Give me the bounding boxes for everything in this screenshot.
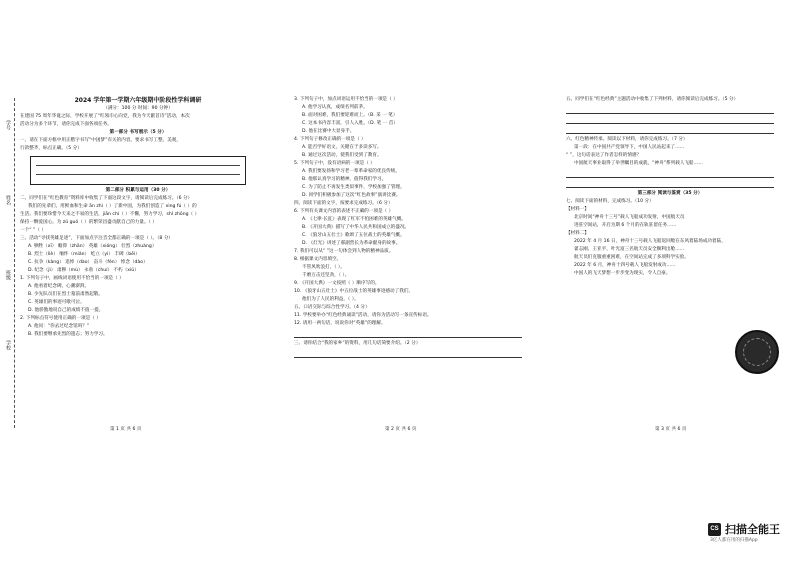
question-line: 10. 《狼牙山五壮士》中五位战士的英雄事迹感动了我们，	[294, 289, 414, 294]
option-line: D. 《灯光》讲述了郝副营长为革命献身的故事。	[302, 241, 401, 246]
passage-line: 北京时间“神舟十三号”载人飞船成功发射，中国航天员	[574, 215, 685, 220]
option-line: D. 他骄傲地说自己的成绩不值一提。	[28, 308, 104, 313]
passage-line: 2022 年 6 月，神舟十四号载人飞船发射成功……	[574, 263, 676, 268]
page-1-footer: 第 1 页 共 6 页	[110, 427, 142, 432]
question-line: 生活。我们要珍惜今天来之不易的生活，jiān chí（ ）不懈，努力学习，shǐ zhōng（ ）	[20, 212, 200, 217]
fill-line: 他们为了人民的利益，（ ）。	[302, 297, 359, 302]
camscanner-tagline: 3亿人都在用的扫描App	[710, 538, 758, 543]
question-line: 一、请在下面方框中用正楷字书写“中国梦”有关的内容，要求书写工整、美观，	[20, 138, 181, 143]
question-line: 保持一颗爱国心。为 zǔ guó（ ）的繁荣昌盛贡献自己的力量。（ ）	[20, 220, 157, 225]
passage-line: 2022 年 4 月 16 日，神舟十三号载人飞船返回舱在东风着陆场成功着陆，	[574, 239, 726, 244]
question-line: 9. 《开国大典》一文按照（ ）顺序写的。	[294, 281, 380, 286]
passage-line: 中国航天事业取得了举世瞩目的成就，“神舟”系列载人飞船……	[574, 161, 703, 166]
option-line: B. 通过这次活动，使我们受到了教育。	[302, 153, 382, 158]
answer-line[interactable]	[294, 330, 522, 338]
option-line: A. 能否学好语文，关键在于多读多写。	[302, 145, 382, 150]
option-line: B. 他那认真学习的精神，值得我们学习。	[302, 177, 387, 182]
mission-emblem-image	[735, 330, 779, 374]
binding-line	[14, 98, 15, 428]
question-line: 七、阅读下面的材料，完成练习。（10 分）	[566, 199, 654, 204]
question-line: 6. 下列有关课文内容的表述不正确的一项是（ ）	[294, 209, 394, 214]
answer-line[interactable]	[566, 126, 774, 134]
question-line: 我们的先辈们，用鲜血和生命 ān zhì（ ）了新中国，为我们创造了 xìng fú（ ）的	[28, 204, 197, 209]
question-line: 7. 我们可以从“ ”这一句体会到人物的精神品质。	[294, 249, 394, 254]
option-line: C. 《狼牙山五壮士》歌颂了五位战士的英雄气概。	[302, 233, 405, 238]
question-line: 11. 学校要举办“红色经典诵读”活动，请你为活动写一条宣传标语。	[294, 313, 432, 318]
question-line: 行款整齐，标点正确。（5 分）	[20, 146, 82, 151]
exam-page-1	[20, 96, 256, 422]
page-2-footer: 第 2 页 共 6 页	[385, 427, 417, 432]
answer-line[interactable]	[294, 350, 522, 358]
option-line: D. 他在比赛中大显身手。	[302, 129, 355, 134]
intro-line: 在建国 75 周年华诞之际，学校开展了“红领巾心向党，我为今天献首诗”活动，本次	[20, 114, 190, 119]
option-line: C. 抗争（kàng） 追悼（dào） 奋斗（fèn） 悼念（dào）	[28, 260, 148, 265]
passage-line: 航天员们克服重重困难，在空间站完成了多项科学实验。	[574, 255, 689, 260]
question-line: 一个“ ”（ ）	[20, 228, 47, 233]
binding-label-xuehao: 学号	[5, 120, 11, 130]
writing-box[interactable]	[30, 156, 246, 185]
exam-page-3	[566, 96, 774, 422]
option-line: A. 他学习认真，成绩名列前茅。	[302, 105, 368, 110]
option-line: B. 我们要继承先烈的遗志；努力学习。	[28, 332, 108, 337]
page-3-footer: 第 3 页 共 6 页	[655, 427, 687, 432]
question-line: 四、阅读下面的文字，按要求完成练习。（6 分）	[294, 201, 393, 206]
question-line: 五、口语交际与综合性学习。（4 分）	[294, 305, 370, 310]
intro-line: 活动分为多个环节，请你完成下面各项任务。	[20, 122, 112, 127]
exam-page-2	[294, 96, 522, 422]
fill-line: 不管风吹浪打，（ ）。	[302, 265, 345, 270]
material-label: 【材料一】	[566, 207, 589, 212]
material-label: 【材料二】	[566, 231, 589, 236]
question-line: 1. 下列句子中，画线词语使用不恰当的一项是（ ）	[20, 276, 124, 281]
question-line: 12. 请用一两句话，说说你对“英雄”的理解。	[294, 321, 386, 326]
question-line: 8. 根据课文内容填空。	[294, 257, 342, 262]
question-line: 三、请你结合“我的家乡”的资料，用几句话简要介绍。（2 分）	[294, 341, 421, 346]
exam-subtitle: （满分：100 分 时间：90 分钟）	[103, 106, 173, 111]
camscanner-app-name: 扫描全能王	[725, 524, 780, 536]
question-line: 二、同学们在“红色教育”资料库中收集了下面这段文字，请阅读后完成练习。（6 分）	[20, 196, 193, 201]
fill-line: 千磨万击还坚劲，（ ）。	[302, 273, 350, 278]
passage-line: 翟志刚、王亚平、叶光富三名航天员安全顺利出舱……	[574, 247, 685, 252]
question-line: 3. 下列句子中，加点词语运用不恰当的一项是（ ）	[294, 97, 398, 102]
question-line: “ ”，这句话表达了作者怎样的情感？	[566, 153, 642, 158]
option-line: A. 我们要发扬和学习老一辈革命家的优良传统。	[302, 169, 400, 174]
answer-line[interactable]	[566, 116, 774, 124]
question-line: 三、活动“寻找英雄足迹”，下面加点字注音全都正确的一项是（ ）。（8 分）	[20, 236, 174, 241]
binding-label-xuexiao: 学校	[5, 340, 11, 350]
binding-label-banji: 班级	[5, 270, 11, 280]
question-line: 五、同学们在“红色经典”主题活动中收集了下列材料，请你阅读后完成练习。（5 分）	[566, 97, 739, 102]
option-line: C. 为了防止不再发生类似事件，学校加强了管理。	[302, 185, 405, 190]
option-line: A. 牺牲（xī） 瞻仰（zhān） 英雄（xióng） 壮烈（zhuàng）	[28, 244, 157, 249]
option-line: B. 烈士（liè） 缅怀（miǎn） 屹立（yì） 丰碑（bēi）	[28, 252, 140, 257]
exam-title: 2024 学年第一学期六年级期中阶段性学科调研	[74, 97, 202, 104]
option-line: B. 《开国大典》描写了中华人民共和国成立的盛况。	[302, 225, 410, 230]
option-line: C. 这本书内容丰富，引人入胜。（D. 笔 一 首）	[302, 121, 398, 126]
question-line: 5. 下列句子中，没有语病的一项是（ ）	[294, 161, 375, 166]
section-heading: 第二部分 积累与运用（30 分）	[105, 188, 171, 193]
option-line: C. 英雄们的事迹可歌可泣。	[28, 300, 85, 305]
section-heading: 第一部分 书写展示（5 分）	[109, 130, 167, 135]
passage-line: 中国人的飞天梦想一步步变为现实，令人自豪。	[574, 271, 671, 276]
answer-line[interactable]	[566, 170, 774, 178]
camscanner-logo-icon: CS	[708, 523, 721, 536]
option-line: B. 少先队员们在烈士墓前肃然起敬。	[28, 292, 103, 297]
option-line: A. 他问：“你去过纪念馆吗？”	[28, 324, 90, 329]
option-line: D. 同学们积极参加了这次“红色故事”演讲比赛。	[302, 193, 401, 198]
section-heading: 第三部分 阅读与鉴赏（35 分）	[637, 191, 703, 196]
option-line: A. 《七律·长征》表现了红军不怕困难的英雄气概。	[302, 217, 406, 222]
question-line: 2. 下列标点符号使用正确的一项是（ ）	[20, 316, 101, 321]
binding-label-xingming: 姓名	[5, 195, 11, 205]
option-line: B. 面对困难，我们要迎难而上。（B. 采 一 笔）	[302, 113, 398, 118]
passage-line: 第一段：在中国共产党领导下，中国人民站起来了……	[574, 145, 685, 150]
question-line: 六、红色精神传承。阅读以下材料，请你完成练习。（7 分）	[566, 137, 688, 142]
question-line: 4. 下列句子修改正确的一项是（ ）	[294, 137, 366, 142]
option-line: D. 纪念（jì） 肃穆（mù） 永垂（chuí） 不朽（xiǔ）	[28, 268, 139, 273]
answer-line[interactable]	[566, 106, 774, 114]
answer-line[interactable]	[566, 180, 774, 188]
passage-line: 进驻空间站，开启为期 6 个月的在轨驻留任务……	[574, 223, 677, 228]
option-line: A. 他看着纪念碑，心潮澎湃。	[28, 284, 90, 289]
